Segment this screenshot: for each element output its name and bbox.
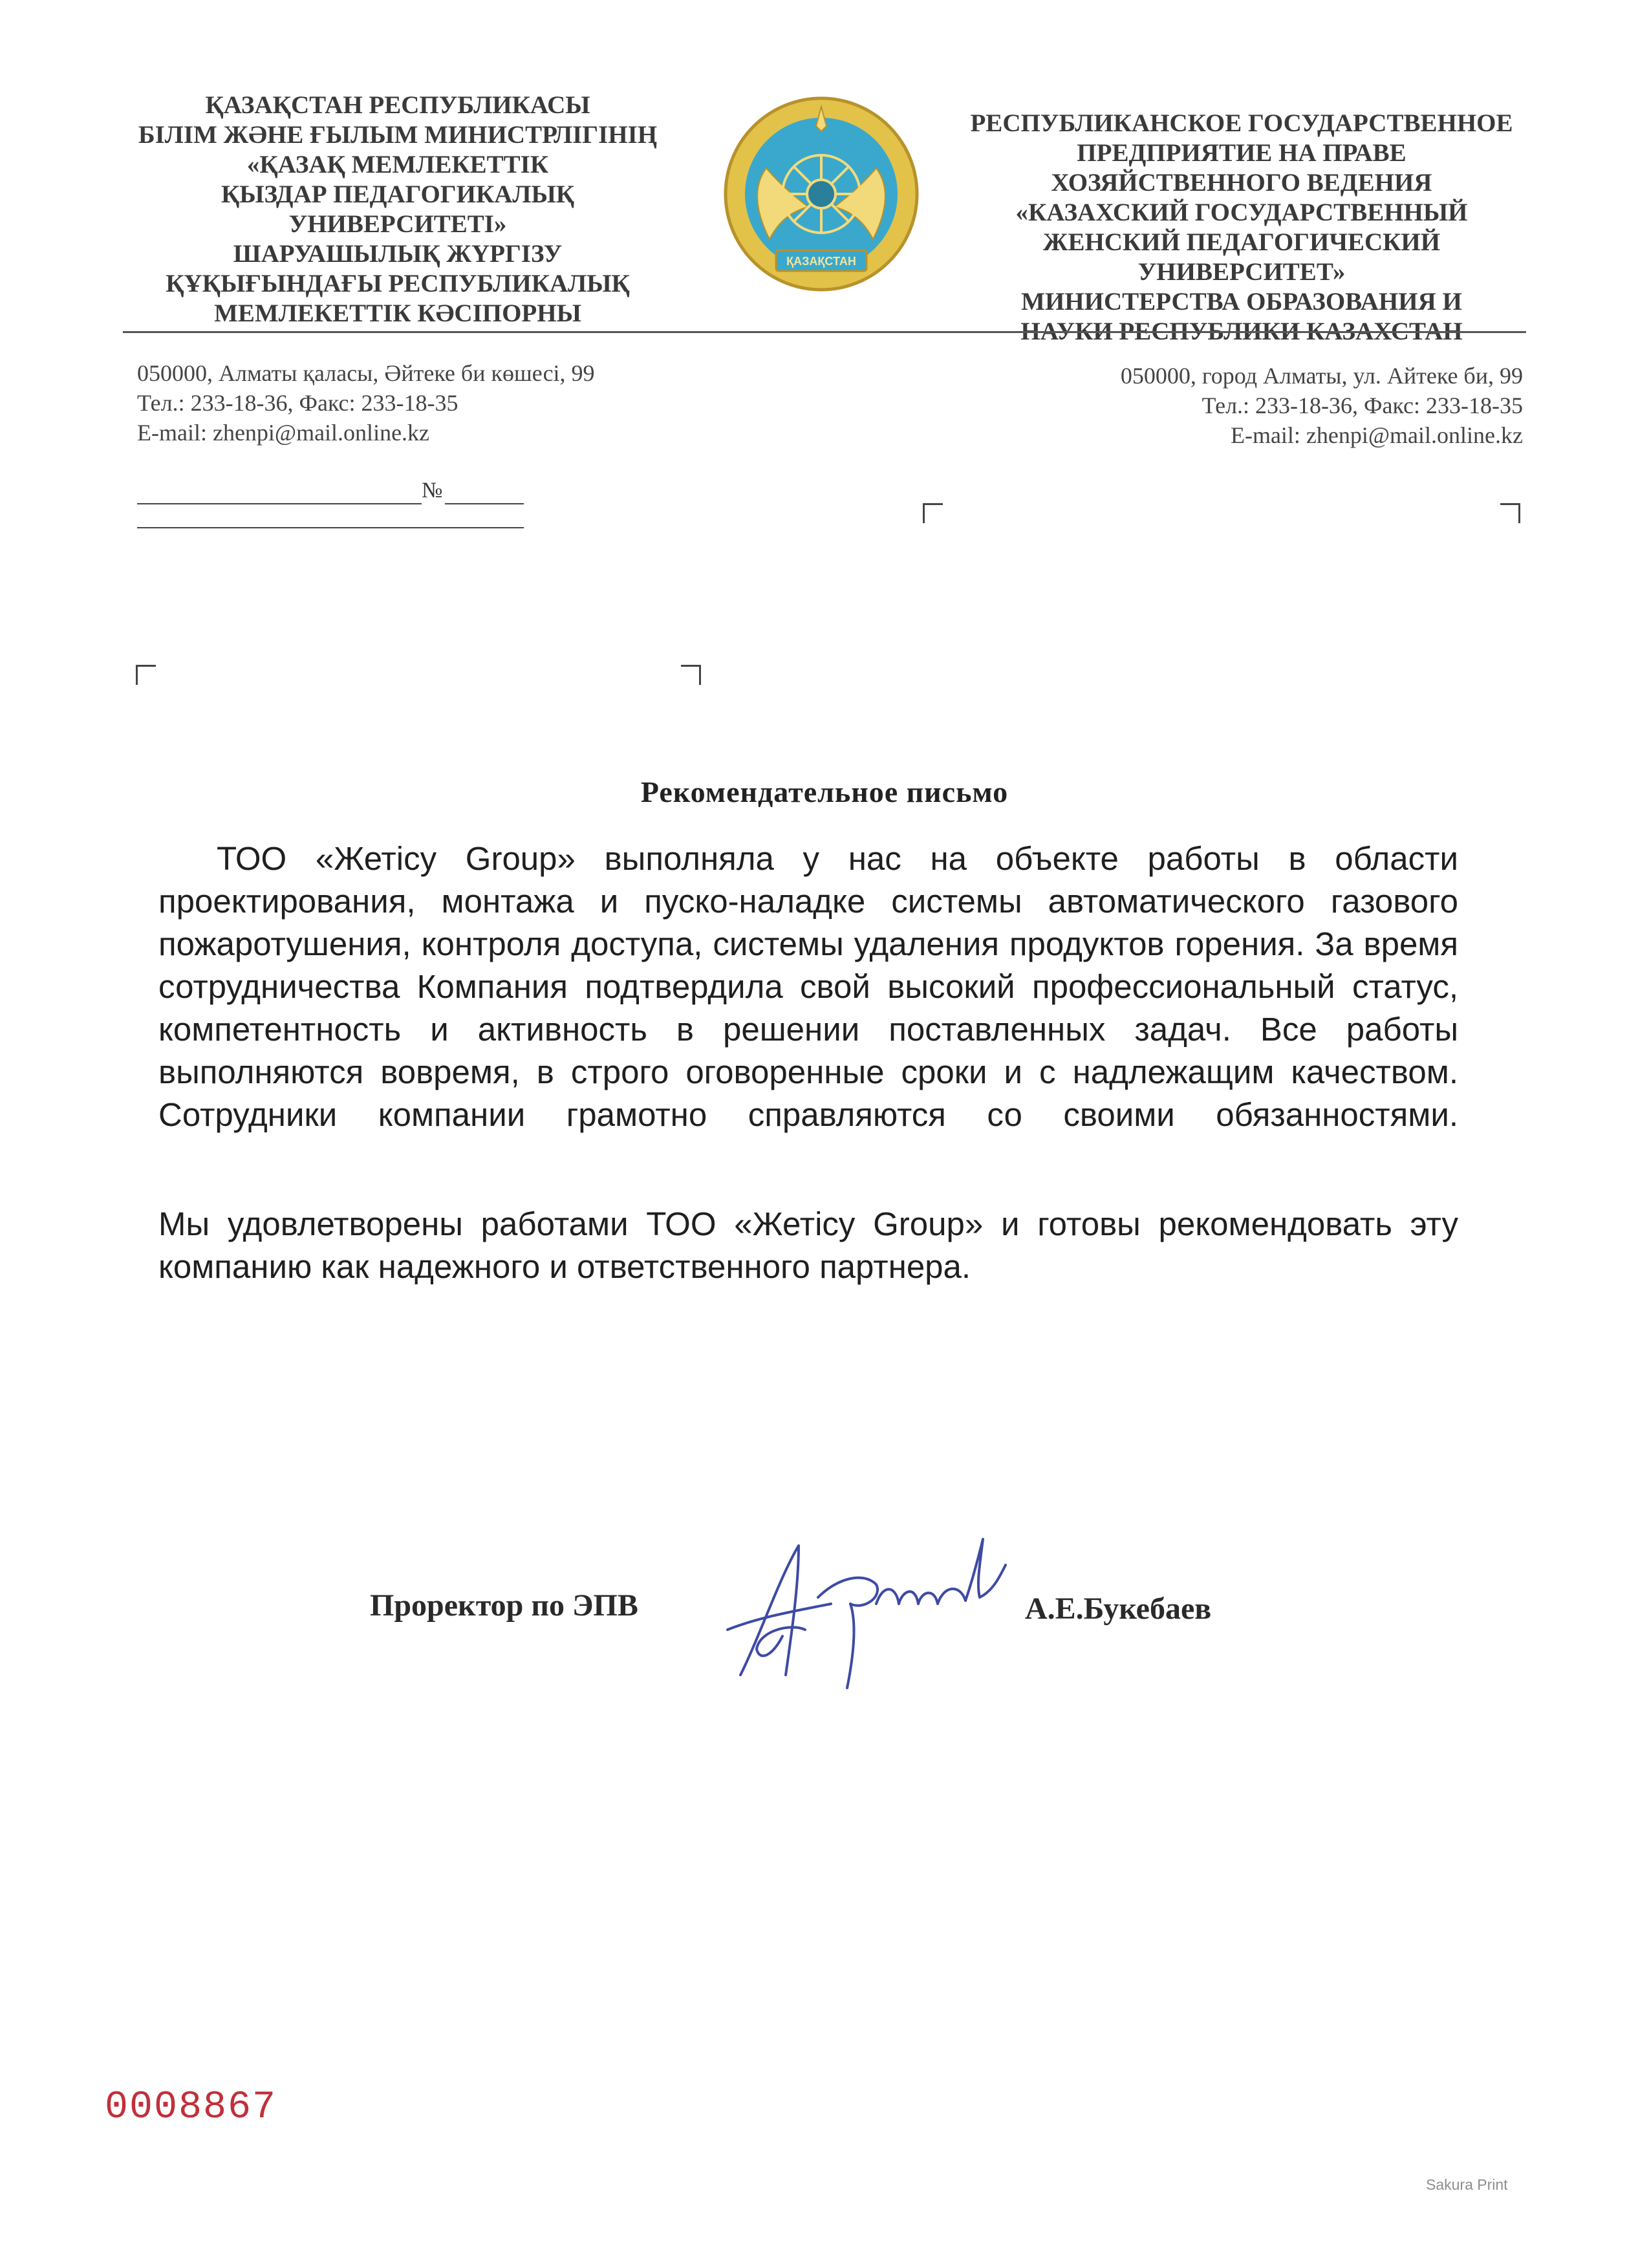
letterhead-russian	[951, 109, 1533, 347]
printer-mark: Sakura Print	[1426, 2176, 1508, 2193]
paragraph-line: Мы удовлетворены работами ТОО «Жетісу Group» и готовы рекомендовать эту	[158, 1205, 1458, 1242]
letterhead-line: ҚАЗАҚСТАН РЕСПУБЛИКАСЫ	[205, 91, 590, 119]
corner-mark	[681, 665, 701, 685]
paragraph-line: Сотрудники компании грамотно справляются со своими обязанностями.	[158, 1096, 1458, 1133]
paragraph-line: сотрудничества Компания подтвердила свой высокий профессиональный статус,	[158, 968, 1458, 1005]
corner-mark	[1500, 503, 1520, 523]
letterhead-line: «ҚАЗАҚ МЕМЛЕКЕТТІК	[246, 151, 549, 178]
paragraph-line: компанию как надежного и ответственного партнера.	[158, 1248, 971, 1285]
state-emblem-icon	[721, 81, 921, 320]
paragraph-line: пожаротушения, контроля доступа, системы удаления продуктов горения. За время	[158, 925, 1458, 962]
address-line: E-mail: zhenpi@mail.online.kz	[137, 420, 430, 446]
reference-line	[137, 527, 524, 528]
letterhead-divider	[123, 331, 1526, 333]
letter-title: Рекомендательное письмо	[640, 775, 1009, 808]
address-line: E-mail: zhenpi@mail.online.kz	[1230, 422, 1523, 448]
letterhead-line: БІЛІМ ЖӘНЕ ҒЫЛЫМ МИНИСТРЛІГІНІҢ	[138, 121, 658, 149]
letterhead-line: МЕМЛЕКЕТТІК КӘСІПОРНЫ	[214, 299, 581, 327]
letterhead-line: ЖЕНСКИЙ ПЕДАГОГИЧЕСКИЙ	[1042, 228, 1441, 256]
letter-paragraph	[158, 837, 1458, 1136]
letterhead-line: ШАРУАШЫЛЫҚ ЖҮРГІЗУ	[233, 240, 563, 268]
address-line: Тел.: 233-18-36, Факс: 233-18-35	[137, 390, 458, 416]
letter-paragraph	[158, 1203, 1458, 1288]
letterhead-line: НАУКИ РЕСПУБЛИКИ КАЗАХСТАН	[1020, 318, 1463, 345]
paragraph-line: выполняются вовремя, в строго оговоренные сроки и с надлежащим качеством.	[158, 1053, 1458, 1090]
paragraph-line: ТОО «Жетісу Group» выполняла у нас на объекте работы в области	[217, 840, 1458, 877]
emblem-text: ҚАЗАҚСТАН	[786, 255, 856, 268]
letterhead-line: УНИВЕРСИТЕТ»	[1137, 258, 1346, 286]
letterhead-line: МИНИСТЕРСТВА ОБРАЗОВАНИЯ И	[1021, 288, 1462, 316]
paragraph-line: проектирования, монтажа и пуско-наладке системы автоматического газового	[158, 883, 1458, 920]
paragraph-line: компетентность и активность в решении поставленных задач. Все работы	[158, 1011, 1458, 1048]
letterhead-line: ҚҰҚЫҒЫНДАҒЫ РЕСПУБЛИКАЛЫҚ	[166, 270, 630, 297]
date-line	[137, 503, 422, 504]
letterhead-line: ПРЕДПРИЯТИЕ НА ПРАВЕ	[1077, 139, 1406, 167]
letterhead-line: РЕСПУБЛИКАНСКОЕ ГОСУДАРСТВЕННОЕ	[970, 109, 1513, 137]
letterhead-kazakh	[123, 91, 673, 329]
letterhead-line: ХОЗЯЙСТВЕННОГО ВЕДЕНИЯ	[1051, 169, 1432, 197]
address-russian	[1121, 361, 1523, 450]
corner-mark	[136, 665, 156, 685]
serial-number: 0008867	[105, 2086, 277, 2130]
handwritten-signature	[721, 1526, 1025, 1707]
letterhead-line: ҚЫЗДАР ПЕДАГОГИКАЛЫҚ	[221, 180, 575, 208]
corner-mark	[923, 503, 943, 523]
letterhead-line: «КАЗАХСКИЙ ГОСУДАРСТВЕННЫЙ	[1015, 199, 1468, 226]
signatory-name: А.Е.Букебаев	[1025, 1592, 1212, 1626]
number-line	[445, 503, 524, 504]
address-kazakh	[137, 358, 595, 448]
address-line: 050000, город Алматы, ул. Айтеке би, 99	[1120, 363, 1523, 389]
signatory-position: Проректор по ЭПВ	[370, 1588, 638, 1623]
address-line: Тел.: 233-18-36, Факс: 233-18-35	[1202, 393, 1523, 418]
number-label: №	[422, 479, 443, 502]
address-line: 050000, Алматы қаласы, Әйтеке би көшесі, 99	[137, 360, 595, 386]
letterhead-line: УНИВЕРСИТЕТІ»	[288, 210, 507, 238]
